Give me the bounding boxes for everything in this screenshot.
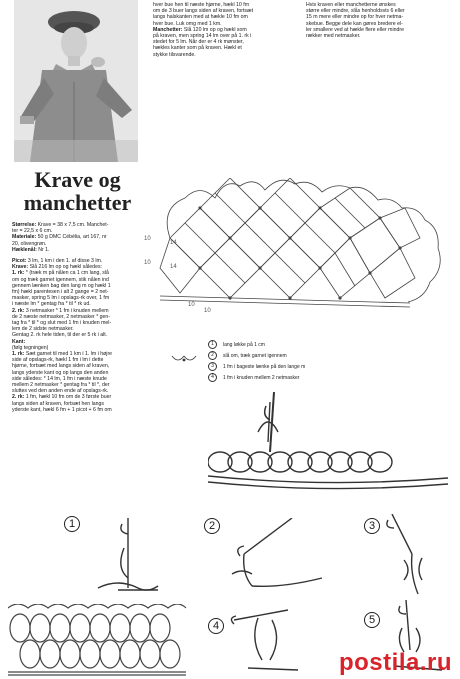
step-number: 2	[204, 518, 220, 534]
legend-number: 3	[208, 362, 217, 371]
title-line-2: manchetter	[23, 190, 132, 215]
chart-label-14: 14	[170, 240, 177, 246]
kant-row1-text: Sæt garnet til med 1 km i 1. lm i højre	[25, 351, 113, 358]
right-line: større eller mindre, slås henholdsvis 6 eller	[306, 8, 405, 15]
right-line: 15 m mere eller mindre op for hver netma-	[306, 14, 404, 21]
row1-text: om og træk garnet igennem, stik nålen ind	[12, 276, 109, 283]
step-1-illustration	[88, 518, 168, 598]
legend-symbols	[170, 346, 204, 380]
kant-row2-text: yderste kant, hækl 6 fm + 1 picot + 6 fm om	[12, 406, 112, 413]
step-3-illustration	[382, 514, 452, 600]
krave-label: Krave:	[12, 264, 29, 271]
model-photo	[14, 0, 138, 162]
material-text: 50 g DMC Cébélia, art 167, nr	[37, 234, 107, 241]
lace-sample	[8, 604, 188, 676]
mid-line: om de 3 buer langs siden af kraven, fortsæt	[153, 8, 254, 15]
stitch-legend	[208, 340, 368, 386]
row2-text: de 2 næste netmasker, 2 netmasker * gen-	[12, 313, 111, 320]
row1-text: gennem lænken bag den lang m og hækl 1	[12, 282, 111, 289]
right-text-column	[306, 2, 454, 39]
chart-label-10: 10	[188, 302, 195, 308]
step-4-illustration	[228, 600, 308, 676]
right-line: rækker med netmasker.	[306, 33, 361, 40]
picot-text: 3 lm, 1 km i den 1. af disse 3 lm.	[27, 258, 103, 265]
kant-row1-text: mellem 2 netmasker * gentag fra * til *, der	[12, 382, 110, 389]
repeat-line: Gentag 2. rk hele tiden, til der er 5 rk i alt.	[12, 332, 108, 339]
kant-label: Kant:	[12, 338, 26, 345]
legend-text: 1 fm i bageste lænke på den lange m	[223, 363, 306, 370]
step-number: 4	[208, 618, 224, 634]
kant-row1-label: 1. rk:	[12, 351, 25, 358]
kant-sub: (følg tegningen)	[12, 344, 49, 351]
crochet-chart	[140, 178, 458, 318]
picot-label: Picot:	[12, 258, 27, 265]
legend-item	[208, 373, 299, 382]
size-text: Krave = 38 x 7,5 cm. Manchet-	[37, 222, 109, 228]
legend-item	[208, 351, 287, 360]
row2-text: tag fra * til * og slut med 1 fm i knuden mel-	[12, 320, 112, 327]
material-line-2: 20, olivengrøn.	[12, 240, 47, 247]
row1-text: fm) hækl parentesen i alt 2 gange = 2 net-	[12, 289, 109, 296]
row1-label: 1. rk:	[12, 270, 25, 277]
mid-line: langs halskanten med at hækle 10 fm om	[153, 14, 248, 21]
row1-text: i næste lm * gentag fra * til * rk ud.	[12, 301, 91, 308]
legend-text: 1 fm i knuden mellem 2 netmasker	[223, 374, 300, 381]
krave-text: Slå 216 lm op og hækl således:	[29, 264, 102, 271]
legend-number: 2	[208, 351, 217, 360]
size-line-2: ter = 22,5 x 6 cm.	[12, 228, 53, 235]
chart-label-10: 10	[144, 260, 151, 266]
chart-label-10: 10	[144, 236, 151, 242]
right-line: skebue. Begge dele kan gøres bredere el-	[306, 20, 403, 27]
step-number: 1	[64, 516, 80, 532]
row2-label: 2. rk:	[12, 307, 25, 314]
row1-text: * (træk m på nålen ca 1 cm lang, slå	[25, 270, 109, 277]
right-line: Hvis kraven eller manchetterne ønskes	[306, 2, 396, 8]
size-label: Størrelse:	[12, 222, 37, 228]
netmask-illustration	[208, 392, 458, 510]
legend-text: lang løkke på 1 cm	[223, 341, 265, 348]
hook-text: Nr 1.	[38, 246, 50, 253]
mid-line: stedet for 5 lm. Når der er 4 rk mønster,	[153, 39, 244, 46]
legend-number: 4	[208, 373, 217, 382]
step-2-illustration	[222, 518, 332, 598]
mid-line: hækles kanter som på kraven. Hækl et	[153, 45, 242, 52]
row1-text: masker, spring 5 lm i opslags-rk over, 1 fm	[12, 295, 110, 302]
legend-item	[208, 362, 305, 371]
step-number: 3	[364, 518, 380, 534]
row2-text: 3 netmasker * 1 fm i knuden mellem	[25, 307, 109, 314]
right-line: ler smallere ved at hækle flere eller mindre	[306, 26, 405, 33]
mid-line: på kraven, men spring 14 lm over på 1. rk i	[153, 33, 252, 40]
legend-text: slå om, træk garnet igennem	[223, 352, 287, 359]
middle-text-column	[153, 2, 293, 58]
title-line-1: Krave og	[34, 167, 121, 192]
crochet-chart-svg	[140, 178, 458, 318]
kant-row1-text: side af opslags-rk, hækl 1 fm i lm i dette	[12, 357, 104, 364]
chart-label-10: 10	[204, 308, 211, 314]
kant-row2-text: langs siden af kraven, fortsæt hen langs	[12, 400, 104, 407]
pattern-text-column	[12, 222, 146, 413]
row2-text: lem de 2 sidste netmasker.	[12, 326, 74, 333]
step-number: 5	[364, 612, 380, 628]
material-label: Materiale:	[12, 234, 37, 241]
mid-line: Slå 120 lm op og hækl som	[183, 26, 247, 33]
chart-label-14: 14	[170, 264, 177, 270]
kant-row2-text: 1 fm, hækl 10 fm om de 3 første buer	[25, 394, 112, 401]
legend-number: 1	[208, 340, 217, 349]
kant-row1-text: hjørne, fortsæt med langs siden af kraven,	[12, 363, 110, 370]
kant-row2-label: 2. rk:	[12, 394, 25, 401]
hook-label: Hæklenål:	[12, 246, 37, 253]
page-title	[10, 168, 145, 214]
mid-line: hver bue hen til næste hjørne, hækl 10 fm	[153, 2, 250, 8]
kant-row1-text: sluttes ved den anden ende af opslags-rk.	[12, 388, 109, 395]
kant-row1-text: side således: * 14 lm, 1 fm i næste knude	[12, 375, 107, 382]
mid-line: hver bue. Luk omg med 1 km.	[153, 20, 222, 27]
manchetter-label: Manchetter:	[153, 26, 183, 33]
kant-row1-text: langs yderste kant og op langs den anden	[12, 369, 109, 376]
legend-item	[208, 340, 265, 349]
mid-line: stykke tilsvarende.	[153, 51, 196, 58]
watermark: postila.ru	[338, 649, 452, 676]
